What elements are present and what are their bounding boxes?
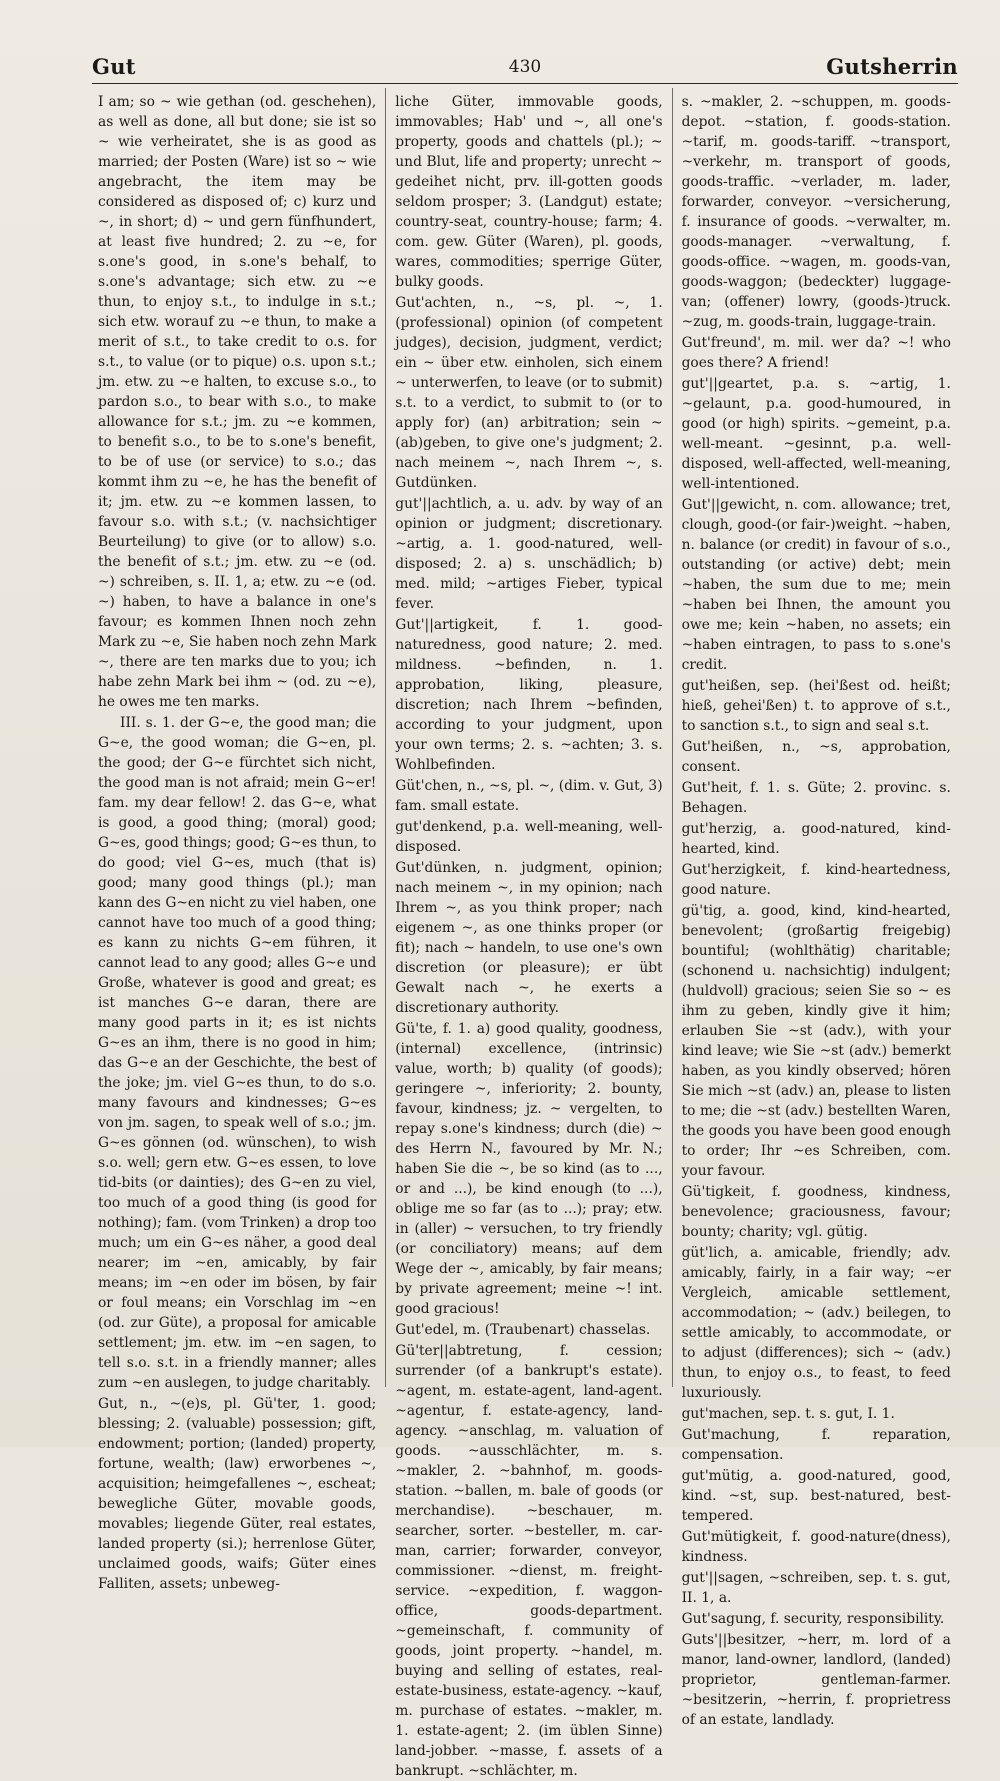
dictionary-entry: Gut, n., ~(e)s, pl. Gü'ter, 1. good; blessing; 2. (valuable) possession; gift, endowment; portion; (landed) property, fortune, wealth; (law) erworbenes ~, acquisition; heimgefallenes ~, escheat; bewegliche Güter, movable goods, movables; liegende Güter, real estates, landed property (si.); herrenlose Güter, unclaimed goods, waifs; Güter eines Falliten, assets; unbeweg- <box>98 1396 377 1592</box>
dictionary-entry: Gü'ter||abtretung, f. cession; surrender (of a bankrupt's estate). ~agent, m. estate-agent, land-agent. ~agentur, f. estate-agency, land-agency. ~anschlag, m. valuation of goods. ~ausschlächter, m. s. ~makler, 2. ~bahnhof, m. goods-station. ~ballen, m. bale of goods (or merchandise). ~beschauer, m. searcher, sorter. ~besteller, m. car-man, carrier; forwarder, conveyor, commissioner. ~dienst, m. freight-service. ~expedition, f. waggon-office, goods-department. ~gemeinschaft, f. community of goods, joint property. ~handel, m. buying and selling of estates, real-estate-business, estate-agency. ~kauf, m. purchase of estates. ~makler, m. 1. estate-agent; 2. (im üblen Sinne) land-jobber. ~masse, f. assets of a bankrupt. ~schlächter, m. <box>395 1343 663 1779</box>
page-number: 430 <box>508 57 542 77</box>
dictionary-entry: Gut'sagung, f. security, responsibility. <box>681 1611 945 1627</box>
dictionary-entry: Gü'te, f. 1. a) good quality, goodness, (internal) excellence, (intrinsic) value, worth; b) quality (of goods); geringere ~, inferiority; 2. bounty, favour, kindness; jz. ~ vergelten, to repay s.one's kindness; durch (die) ~ des Herrn N., favoured by Mr. N.; haben Sie die ~, be so kind (as to ..., or and ...), be kind enough (to ...), oblige me so far (as to ...); pray; etw. in (aller) ~ versuchen, to try friendly (or conciliatory) means; auf dem Wege der ~, amicably, by fair means; by private agreement; meine ~! int. good gracious! <box>395 1021 663 1317</box>
dictionary-entry: Gut'heißen, n., ~s, approbation, consent. <box>681 739 951 775</box>
header-first-word: Gut <box>92 54 136 79</box>
dictionary-entry: gut'||sagen, ~schreiben, sep. t. s. gut, II. 1, a. <box>681 1570 951 1606</box>
dictionary-entry: Gut'achten, n., ~s, pl. ~, 1. (professional) opinion (of competent judges), decision, judgment, verdict; ein ~ über etw. einholen, sich einem ~ unterwerfen, to leave (or to submit) s.t. to a verdict, to submit to (or to apply for) (an) arbitration; sein ~ (ab)geben, to give one's judgment; 2. nach meinem ~, nach Ihrem ~, s. Gutdünken. <box>395 295 663 491</box>
dictionary-entry: Gut'||artigkeit, f. 1. good-naturedness, good nature; 2. med. mildness. ~befinden, n. 1. approbation, liking, pleasure, discretion; nach Ihrem ~befinden, according to your judgment, upon your own terms; 2. s. ~achten; 3. s. Wohlbefinden. <box>395 617 663 773</box>
column-right <box>673 88 960 1728</box>
dictionary-entry: Güt'chen, n., ~s, pl. ~, (dim. v. Gut, 3) fam. small estate. <box>395 778 663 814</box>
dictionary-entry: Gut'heit, f. 1. s. Güte; 2. provinc. s. Behagen. <box>681 780 951 816</box>
dictionary-entry: gü'tig, a. good, kind, kind-hearted, benevolent; (großartig freigebig) bountiful; (wohlthätig) charitable; (schonend u. nachsichtig) indulgent; (huldvoll) gracious; seien Sie so ~ es ihm zu geben, kindly give it him; erlauben Sie ~st (adv.), with your kind leave; wie Sie ~st (adv.) bemerkt haben, as you kindly observed; hören Sie mich ~st (adv.) an, please to listen to me; die ~st (adv.) bestellten Waren, the goods you have been good enough to order; Ihr ~es Schreiben, com. your favour. <box>681 903 951 1179</box>
dictionary-entry: III. s. 1. der G~e, the good man; die G~e, the good woman; die G~en, pl. the good; der G~e fürchtet sich nicht, the good man is not afraid; mein G~er! fam. my dear fellow! 2. das G~e, what is good, a good thing; (moral) good; G~es, good things; good; G~es thun, to do good; viel G~es, much (that is) good; many good things (pl.); man kann des G~en nicht zu viel haben, one cannot have too much of a good thing; es kann zu nichts G~em führen, it cannot lead to any good; alles G~e und Große, whatever is good and great; es ist manches G~e daran, there are many good parts in it; es ist nichts G~es an ihm, there is no good in him; das G~e an der Geschichte, the best of the joke; jm. viel G~es thun, to do s.o. many favours and kindnesses; G~es von jm. sagen, to speak well of s.o.; jm. G~es gönnen (od. wünschen), to wish s.o. well; gern etw. G~es essen, to love tid-bits (or dainties); des G~en zu viel, too much of a good thing (is good for nothing); fam. (vom Trinken) a drop too much; um ein G~es näher, a good deal nearer; im ~en, amicably, by fair means; im ~en oder im bösen, by fair or foul means; ein Vorschlag im ~en (od. zur Güte), a proposal for amicable settlement; jm. etw. im ~en sagen, to tell s.o. s.t. in a friendly manner; alles zum ~en auslegen, to judge charitably. <box>98 715 377 1391</box>
dictionary-entry: Gut'dünken, n. judgment, opinion; nach meinem ~, in my opinion; nach Ihrem ~, as you think proper; nach eigenem ~, as one thinks proper (or fit); nach ~ handeln, to use one's own discretion (or pleasure); er übt Gewalt nach ~, he exerts a discretionary authority. <box>395 860 663 1016</box>
dictionary-entry: Gut'freund', m. mil. wer da? ~! who goes there? A friend! <box>681 335 951 371</box>
dictionary-entry: Gut'edel, m. (Traubenart) chasselas. <box>395 1322 651 1338</box>
dictionary-entry: s. ~makler, 2. ~schuppen, m. goods-depot. ~station, f. goods-station. ~tarif, m. goods-tariff. ~transport, ~verkehr, m. transport of goods, goods-traffic. ~verlader, m. lader, forwarder, conveyor. ~versicherung, f. insurance of goods. ~verwalter, m. goods-manager. ~verwaltung, f. goods-office. ~wagen, m. goods-van, goods-waggon; (bedeckter) luggage-van; (offener) lowry, (goods-)truck. ~zug, m. goods-train, luggage-train. <box>681 94 951 330</box>
dictionary-entry: Gü'tigkeit, f. goodness, kindness, benevolence; graciousness, favour; bounty; charity; vgl. gütig. <box>681 1184 951 1240</box>
dictionary-entry: gut'denkend, p.a. well-meaning, well-disposed. <box>395 819 663 855</box>
dictionary-entry: gut'mütig, a. good-natured, good, kind. ~st, sup. best-natured, best-tempered. <box>681 1468 951 1524</box>
dictionary-entry: Gut'machung, f. reparation, compensation. <box>681 1427 951 1463</box>
dictionary-entry: Gut'mütigkeit, f. good-nature(dness), kindness. <box>681 1529 951 1565</box>
text-columns <box>98 88 960 1779</box>
dictionary-entry: gut'||geartet, p.a. s. ~artig, 1. ~gelaunt, p.a. good-humoured, in good (or high) spirits. ~gemeint, p.a. well-meant. ~gesinnt, p.a. well-disposed, well-affected, well-meaning, well-intentioned. <box>681 376 951 492</box>
dictionary-entry: gut'herzig, a. good-natured, kind-hearted, kind. <box>681 821 951 857</box>
dictionary-entry: Gut'||gewicht, n. com. allowance; tret, clough, good-(or fair-)weight. ~haben, n. balance (or credit) in favour of s.o., outstanding (or active) debt; mein ~haben, the sum due to me; mein ~haben bei Ihnen, the amount you owe me; kein ~haben, no assets; ein ~haben eintragen, to pass to s.one's credit. <box>681 497 951 673</box>
dictionary-entry: gut'machen, sep. t. s. gut, I. 1. <box>681 1406 895 1422</box>
dictionary-entry: I am; so ~ wie gethan (od. geschehen), as well as done, all but done; sie ist so ~ wie verheiratet, she is as good as married; der Posten (Ware) ist so ~ wie angebracht, the item may be considered as disposed of; c) kurz und ~, in short; d) ~ und gern fünfhundert, at least five hundred; 2. zu ~e, for s.one's good, in s.one's behalf, to s.one's advantage; sich etw. zu ~e thun, to enjoy s.t., to indulge in s.t.; sich etw. worauf zu ~e thun, to make a merit of s.t., to take credit to o.s. for s.t., to value (or to pique) o.s. upon s.t.; jm. etw. zu ~e halten, to excuse s.o., to pardon s.o., to bear with s.o., to make allowance for s.t.; jm. zu ~e kommen, to benefit s.o., to be to s.one's benefit, to be of use (or service) to s.o.; das kommt ihm zu ~e, he has the benefit of it; jm. etw. zu ~e kommen lassen, to favour s.o. with s.t.; (v. nachsichtiger Beurteilung) to give (or to allow) s.o. the benefit of s.t.; jm. etw. zu ~e (od. ~) schreiben, s. II. 1, a; etw. zu ~e (od. ~) haben, to have a balance in one's favour; es kommen Ihnen noch zehn Mark zu ~e, Sie haben noch zehn Mark ~, there are ten marks due to you; ich habe zehn Mark bei ihm ~ (od. zu ~e), he owes me ten marks. <box>98 94 377 710</box>
dictionary-entry: Guts'||besitzer, ~herr, m. lord of a manor, land-owner, landlord, (landed) proprietor, gentleman-farmer. ~besitzerin, ~herrin, f. proprietress of an estate, landlady. <box>681 1632 951 1728</box>
dictionary-entry: gut'||achtlich, a. u. adv. by way of an opinion or judgment; discretionary. ~artig, a. 1. good-natured, well-disposed; 2. a) s. unschädlich; b) med. mild; ~artiges Fieber, typical fever. <box>395 496 663 612</box>
column-left <box>98 88 385 1592</box>
dictionary-entry: liche Güter, immovable goods, immovables; Hab' und ~, all one's property, goods and chattels (pl.); ~ und Blut, life and property; unrecht ~ gedeihet nicht, prv. ill-gotten goods seldom prosper; 3. (Landgut) estate; country-seat, country-house; farm; 4. com. gew. Güter (Waren), pl. goods, wares, commodities; sperrige Güter, bulky goods. <box>395 94 663 290</box>
dictionary-entry: güt'lich, a. amicable, friendly; adv. amicably, fairly, in a fair way; ~er Vergleich, amicable settlement, accommodation; ~ (adv.) beilegen, to settle amicably, to accommodate, or to adjust (differences); sich ~ (adv.) thun, to enjoy o.s., to feast, to feed luxuriously. <box>681 1245 951 1401</box>
running-header <box>92 44 958 84</box>
column-middle <box>385 88 672 1779</box>
dictionary-entry: Gut'herzigkeit, f. kind-heartedness, good nature. <box>681 862 951 898</box>
dictionary-entry: gut'heißen, sep. (hei'ßest od. heißt; hieß, gehei'ßen) t. to approve of s.t., to sanction s.t., to sign and seal s.t. <box>681 678 951 734</box>
header-last-word: Gutsherrin <box>826 54 958 79</box>
